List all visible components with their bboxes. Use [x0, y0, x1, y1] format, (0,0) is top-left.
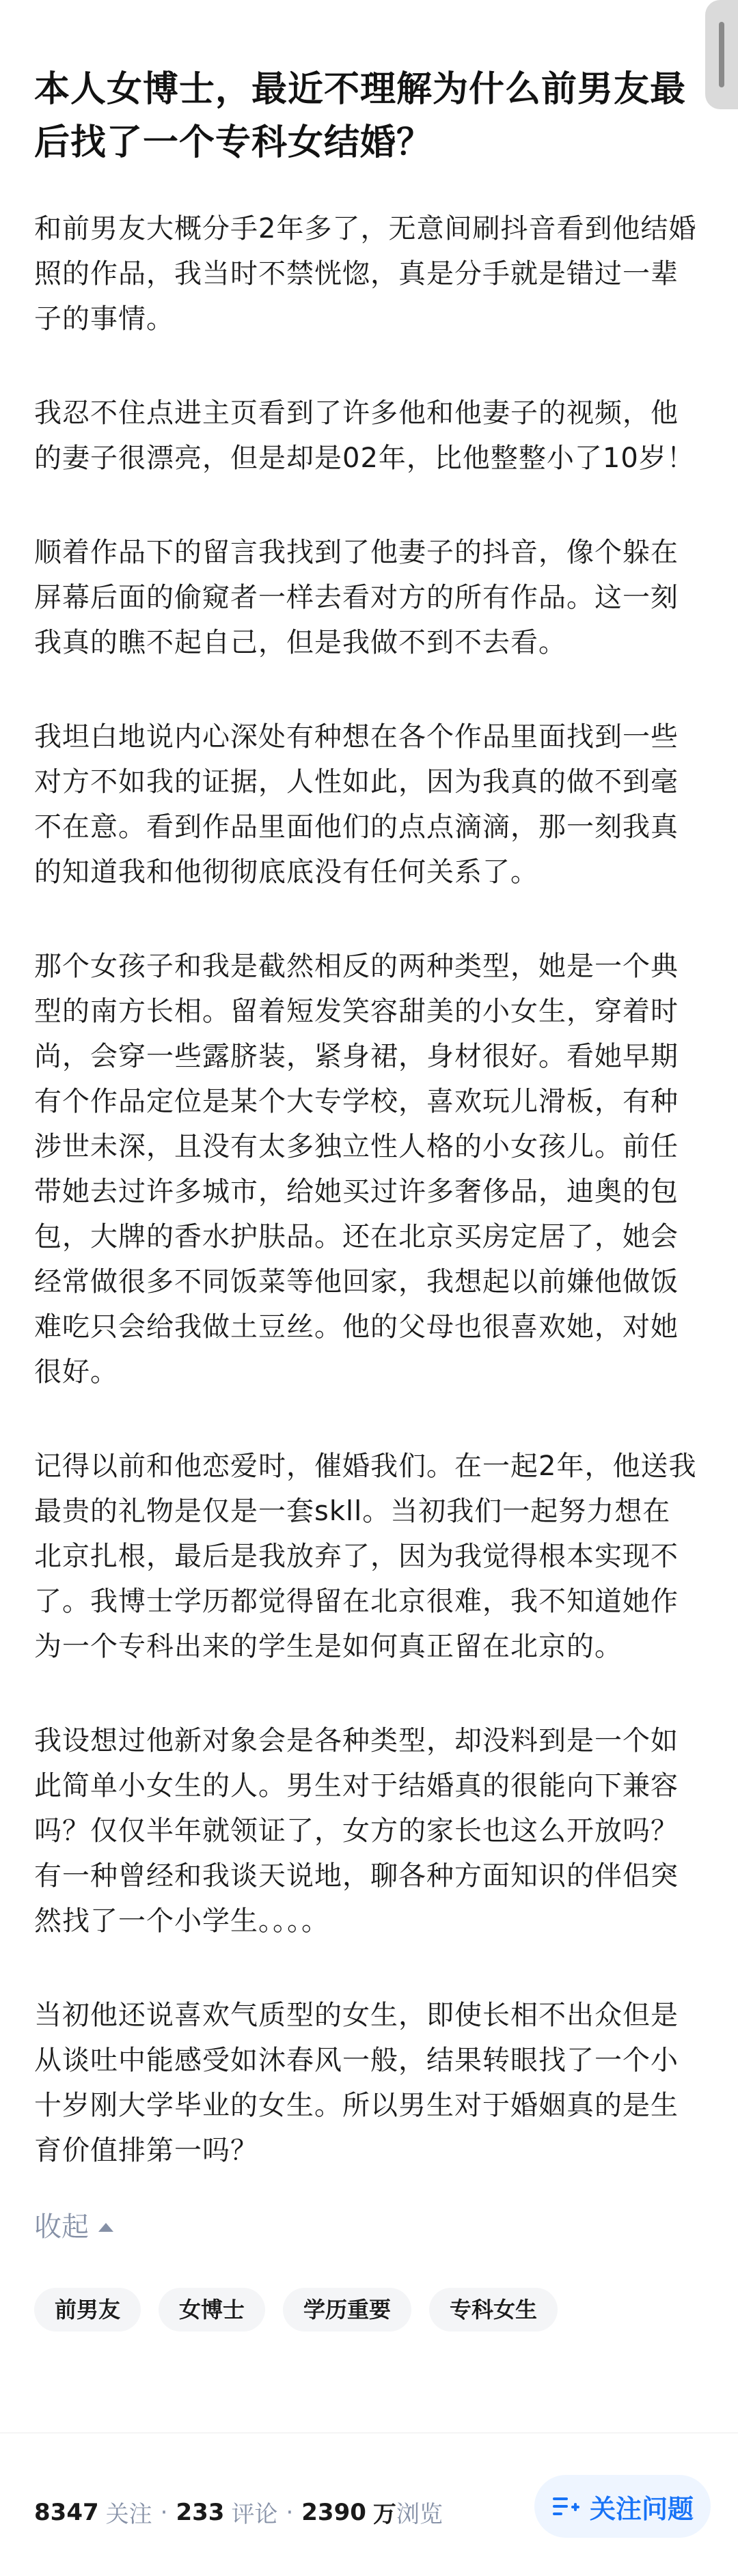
body-paragraph: 我设想过他新对象会是各种类型，却没料到是一个如此简单小女生的人。男生对于结婚真的很能向下兼容吗？仅仅半年就领证了，女方的家长也这么开放吗？有一种曾经和我谈天说地，聊各种方面知识的伴侣突然找了一个小学生。。。。	[34, 1725, 679, 1937]
question-footer	[0, 2433, 738, 2576]
question-body	[34, 206, 697, 2173]
topic-tag[interactable]: 专科女生	[429, 2288, 558, 2332]
followers-label: 关注	[105, 2501, 152, 2528]
body-paragraph: 我坦白地说内心深处有种想在各个作品里面找到一些对方不如我的证据，人性如此，因为我真的做不到毫不在意。看到作品里面他们的点点滴滴，那一刻我真的知道我和他彻彻底底没有任何关系了。	[34, 721, 679, 888]
collapse-label: 收起	[34, 2211, 89, 2243]
topic-tags	[34, 2288, 697, 2332]
follow-question-label: 关注问题	[589, 2493, 694, 2524]
body-paragraph: 和前男友大概分手2年多了，无意间刷抖音看到他结婚照的作品，我当时不禁恍惚，真是分手就是错过一辈子的事情。	[34, 213, 697, 335]
topic-tag[interactable]: 女博士	[159, 2288, 265, 2332]
views-count: 2390	[301, 2498, 366, 2526]
question-stats	[34, 2495, 443, 2529]
question-page	[34, 0, 697, 2332]
body-paragraph: 那个女孩子和我是截然相反的两种类型，她是一个典型的南方长相。留着短发笑容甜美的小女生，穿着时尚，会穿一些露脐装，紧身裙，身材很好。看她早期有个作品定位是某个大专学校，喜欢玩儿滑板，有种涉世未深，且没有太多独立性人格的小女孩儿。前任带她去过许多城市，给她买过许多奢侈品，迪奥的包包，大牌的香水护肤品。还在北京买房定居了，她会经常做很多不同饭菜等他回家，我想起以前嫌他做饭难吃只会给我做土豆丝。他的父母也很喜欢她，对她很好。	[34, 951, 679, 1388]
chevron-up-icon	[98, 2223, 113, 2232]
comments-label[interactable]: 评论	[231, 2501, 278, 2528]
body-paragraph: 记得以前和他恋爱时，催婚我们。在一起2年，他送我最贵的礼物是仅是一套skll。当初我们一起努力想在北京扎根，最后是我放弃了，因为我觉得根本实现不了。我博士学历都觉得留在北京很难，我不知道她作为一个专科出来的学生是如何真正留在北京的。	[34, 1451, 697, 1662]
stats-separator: ·	[286, 2498, 294, 2526]
views-unit: 万	[372, 2501, 396, 2528]
scrollbar[interactable]	[705, 0, 738, 109]
stats-separator: ·	[160, 2498, 168, 2526]
scrollbar-grip[interactable]	[719, 22, 724, 87]
body-paragraph: 当初他还说喜欢气质型的女生，即使长相不出众但是从谈吐中能感受如沐春风一般，结果转眼找了一个小十岁刚大学毕业的女生。所以男生对于婚姻真的是生育价值排第一吗？	[34, 2000, 679, 2166]
add-list-icon	[551, 2492, 580, 2521]
topic-tag[interactable]: 学历重要	[283, 2288, 411, 2332]
question-title: 本人女博士，最近不理解为什么前男友最后找了一个专科女结婚？	[34, 69, 687, 163]
followers-count: 8347	[34, 2498, 99, 2526]
collapse-button[interactable]	[34, 2204, 113, 2250]
follow-question-button[interactable]	[534, 2475, 711, 2538]
topic-tag[interactable]: 前男友	[34, 2288, 141, 2332]
body-paragraph: 顺着作品下的留言我找到了他妻子的抖音，像个躲在屏幕后面的偷窥者一样去看对方的所有作品。这一刻我真的瞧不起自己，但是我做不到不去看。	[34, 537, 679, 658]
views-label: 浏览	[396, 2501, 443, 2528]
body-paragraph: 我忍不住点进主页看到了许多他和他妻子的视频，他的妻子很漂亮，但是却是02年，比他整整小了10岁！	[34, 397, 695, 474]
comments-count: 233	[176, 2498, 225, 2526]
